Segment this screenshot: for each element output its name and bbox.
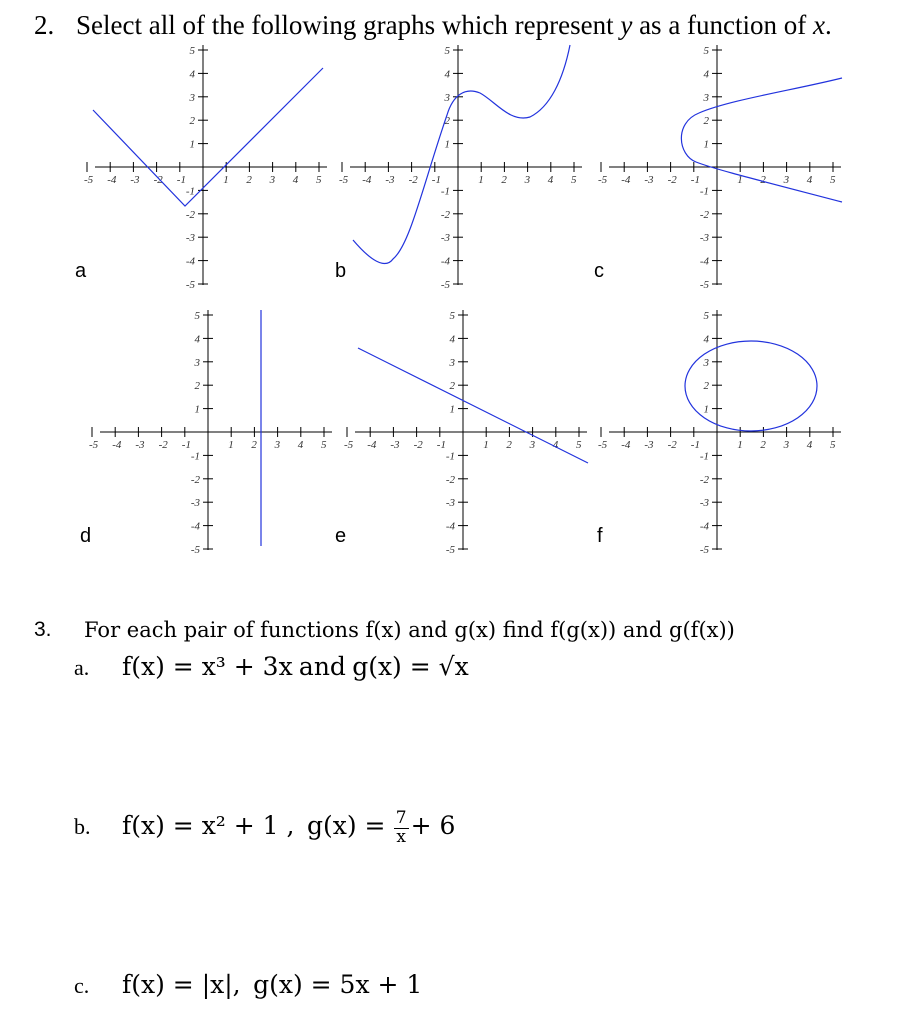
x-tick-label: -2 [158,439,168,451]
x-tick-label: 3 [783,439,790,451]
x-tick-label: -4 [112,439,122,451]
y-tick-label: 5 [194,310,200,322]
y-tick-label: 1 [703,138,709,151]
x-tick-label: 2 [760,174,766,186]
x-tick-label: 4 [806,174,813,186]
x-tick-label: 3 [524,174,531,186]
graph-b [335,45,595,291]
x-tick-label: -1 [690,439,700,451]
y-tick-label: 5 [189,45,195,57]
x-tick-label: -1 [431,174,441,186]
y-tick-label: 4 [703,68,709,81]
y-tick-label: -5 [440,279,450,291]
x-tick-label: 2 [760,439,766,451]
y-tick-label: 1 [189,138,195,151]
y-tick-label: 4 [703,333,709,346]
part-a-f: f(x) = x³ + 3x [122,652,293,681]
x-tick-label: -5 [89,439,99,451]
x-tick-label: -4 [621,439,631,451]
x-tick-label: 1 [478,174,484,186]
x-tick-label: -2 [667,439,677,451]
y-tick-label: 3 [703,91,709,104]
x-tick-label: 4 [552,439,559,451]
question-3-prompt [34,618,874,648]
x-tick-label: -3 [385,174,395,186]
x-tick-label: -2 [408,174,418,186]
y-tick-label: -1 [190,450,200,463]
y-tick-label: 5 [703,310,709,322]
x-tick-label: 2 [251,439,257,451]
x-tick-label: 2 [506,439,512,451]
y-tick-label: -4 [440,255,450,268]
x-tick-label: -4 [362,174,372,186]
y-tick-label: 3 [194,356,200,369]
y-tick-label: 4 [189,68,195,81]
x-tick-label: 2 [246,174,252,186]
x-tick-label: -4 [621,174,631,186]
x-tick-label: 4 [547,174,554,186]
y-tick-label: 3 [189,91,195,104]
x-tick-label: 5 [576,439,582,451]
y-tick-label: -1 [185,185,195,198]
part-b-g-left: g(x) = [306,811,386,841]
x-tick-label: -1 [436,439,446,451]
y-tick-label: 5 [703,45,709,57]
x-tick-label: -3 [390,439,400,451]
graph-b-plot [335,45,595,291]
y-tick-label: 5 [444,45,450,57]
y-tick-label: -5 [185,279,195,291]
y-tick-label: -5 [190,544,200,556]
x-tick-label: -4 [107,174,117,186]
y-tick-label: 2 [703,380,709,393]
y-tick-label: -2 [699,208,709,221]
x-tick-label: -3 [644,174,654,186]
graph-f [594,310,854,556]
x-tick-label: 1 [223,174,229,186]
question-3-text: For each pair of functions f(x) and g(x) find f(g(x)) and g(f(x)) [84,618,735,642]
y-tick-label: 4 [449,333,455,346]
x-tick-label: 4 [297,439,304,451]
part-b [74,810,455,847]
y-tick-label: -2 [445,473,455,486]
x-tick-label: 3 [529,439,536,451]
y-tick-label: 2 [703,115,709,128]
y-tick-label: -4 [699,520,709,533]
y-tick-label: 2 [189,115,195,128]
graph-f-letter: f [597,525,603,547]
part-a-g: g(x) = √x [352,652,469,681]
y-tick-label: 5 [449,310,455,322]
part-b-fraction [394,810,409,847]
part-b-f: f(x) = x² + 1 , [122,811,295,841]
y-tick-label: -3 [445,497,455,510]
y-tick-label: 3 [703,356,709,369]
graph-e [335,310,600,556]
graph-a-curve [93,68,323,206]
graph-a [75,45,340,291]
x-tick-label: 5 [316,174,322,186]
part-b-denominator: x [396,826,406,847]
x-tick-label: -2 [667,174,677,186]
part-c [74,970,422,1000]
graph-c-plot [594,45,854,291]
x-tick-label: 1 [737,174,743,186]
x-tick-label: -5 [84,174,94,186]
x-tick-label: 1 [228,439,234,451]
y-tick-label: -3 [699,232,709,245]
y-tick-label: 4 [444,68,450,81]
question-2-number: 2. [34,10,55,40]
x-tick-label: 1 [737,439,743,451]
part-b-numerator: 7 [395,808,407,828]
y-tick-label: -3 [185,232,195,245]
part-a [74,652,469,682]
y-tick-label: 3 [444,91,450,104]
y-tick-label: 4 [194,333,200,346]
x-tick-label: 5 [571,174,577,186]
question-3-number: 3. [34,618,52,641]
y-tick-label: 2 [444,115,450,128]
x-tick-label: 3 [269,174,276,186]
x-tick-label: -2 [413,439,423,451]
graph-d [80,310,345,556]
x-tick-label: 5 [830,439,836,451]
part-b-g-right: + 6 [410,811,456,841]
x-tick-label: 1 [483,439,489,451]
x-tick-label: 2 [501,174,507,186]
graph-b-letter: b [335,260,347,282]
y-tick-label: 1 [444,138,450,151]
graph-a-plot [80,45,340,291]
graph-d-plot [85,310,345,556]
y-tick-label: 2 [449,380,455,393]
y-tick-label: -2 [185,208,195,221]
graph-e-plot [340,310,600,556]
y-tick-label: -3 [440,232,450,245]
y-tick-label: -2 [699,473,709,486]
y-tick-label: 1 [449,403,455,416]
x-tick-label: -2 [153,174,163,186]
x-tick-label: -3 [135,439,145,451]
part-b-label: b. [74,814,91,840]
part-a-joiner: and [298,652,346,681]
y-tick-label: -1 [445,450,455,463]
graph-c [594,45,854,291]
x-tick-label: -4 [367,439,377,451]
x-tick-label: -1 [181,439,191,451]
graph-b-curve [353,45,570,264]
x-tick-label: -1 [690,174,700,186]
graph-a-letter: a [75,260,87,282]
graph-e-letter: e [335,525,347,547]
x-tick-label: 3 [274,439,281,451]
part-a-label: a. [74,655,90,680]
y-tick-label: -1 [699,185,709,198]
y-tick-label: -1 [699,450,709,463]
x-tick-label: -5 [344,439,354,451]
y-tick-label: -5 [445,544,455,556]
y-tick-label: -5 [699,279,709,291]
y-tick-label: -4 [190,520,200,533]
y-tick-label: 3 [449,356,455,369]
question-2-prompt: 2. Select all of the following graphs which represent y as a function of x. [34,10,832,40]
graph-d-letter: d [80,525,92,547]
y-tick-label: -2 [190,473,200,486]
y-tick-label: 1 [194,403,200,416]
graph-f-plot [594,310,854,556]
graph-c-letter: c [594,260,604,282]
x-tick-label: 4 [292,174,299,186]
y-tick-label: -3 [190,497,200,510]
x-tick-label: 5 [830,174,836,186]
x-tick-label: -3 [130,174,140,186]
x-tick-label: -5 [339,174,349,186]
y-tick-label: -2 [440,208,450,221]
x-tick-label: -5 [598,439,608,451]
part-c-label: c. [74,973,90,998]
y-tick-label: -4 [445,520,455,533]
x-tick-label: 3 [783,174,790,186]
x-tick-label: -3 [644,439,654,451]
part-c-g: g(x) = 5x + 1 [253,970,423,999]
y-tick-label: 2 [194,380,200,393]
y-tick-label: -3 [699,497,709,510]
x-tick-label: 5 [321,439,327,451]
part-c-f: f(x) = |x|, [122,970,241,999]
y-tick-label: 1 [703,403,709,416]
y-tick-label: -1 [440,185,450,198]
y-tick-label: -4 [185,255,195,268]
y-tick-label: -4 [699,255,709,268]
x-tick-label: -1 [176,174,186,186]
y-tick-label: -5 [699,544,709,556]
x-tick-label: -5 [598,174,608,186]
x-tick-label: 4 [806,439,813,451]
